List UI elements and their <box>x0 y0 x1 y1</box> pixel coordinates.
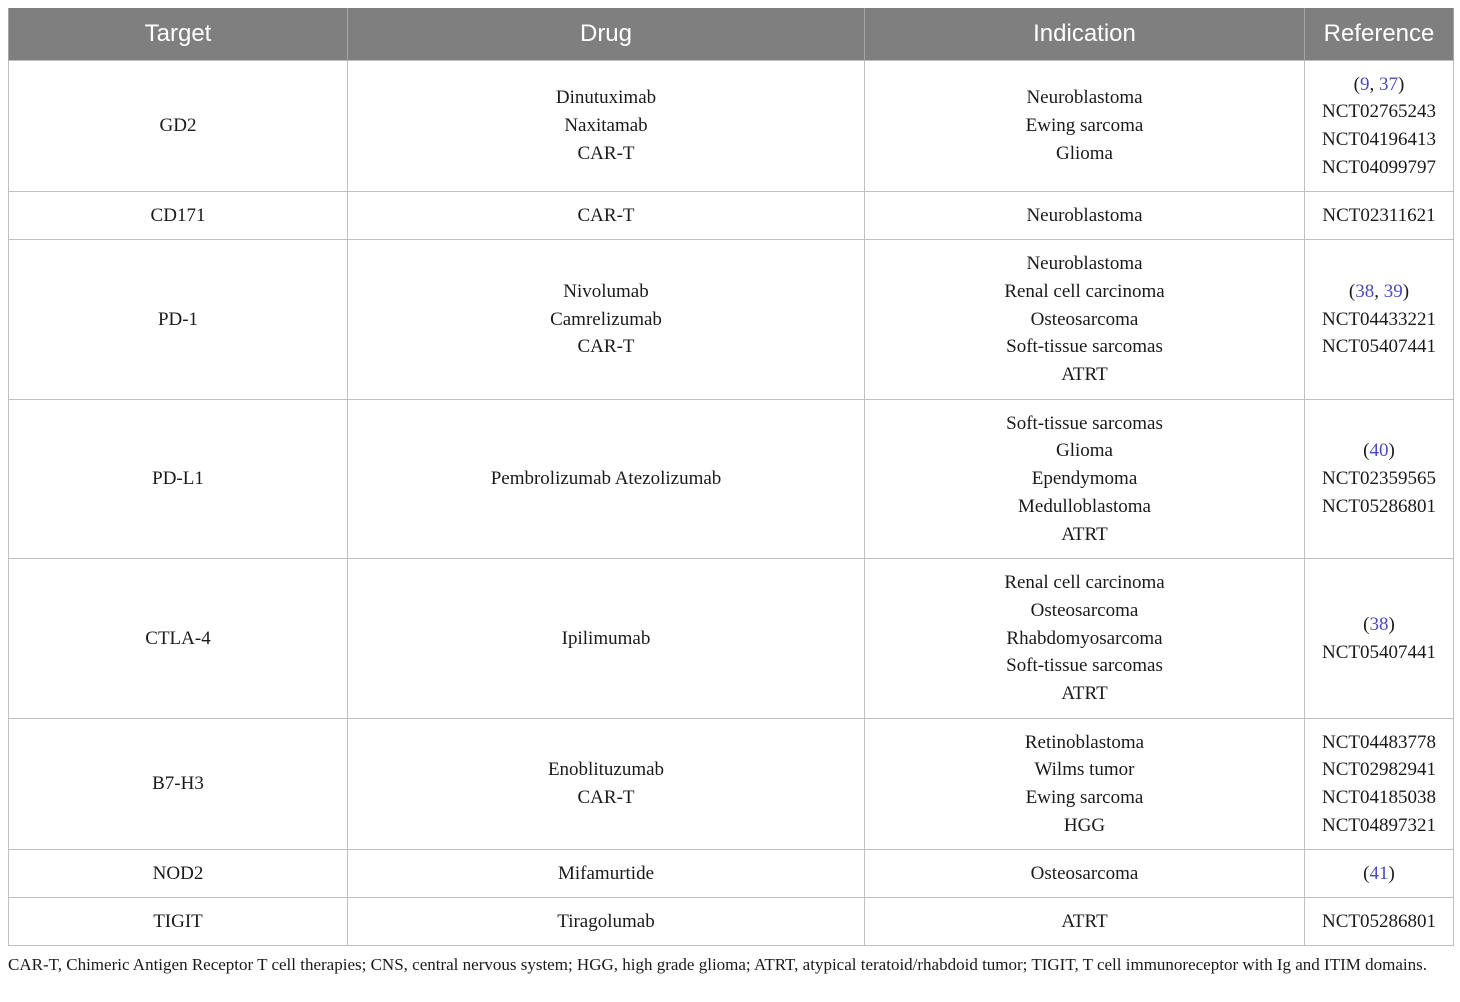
indication-name: ATRT <box>1061 910 1108 932</box>
indication-name: ATRT <box>1061 364 1108 386</box>
indication-name: Osteosarcoma <box>1030 862 1139 884</box>
header-row <box>9 8 1454 61</box>
drug-name: Ipilimumab <box>561 627 651 649</box>
table-row <box>9 192 1454 240</box>
trial-id: NCT04099797 <box>1322 156 1436 178</box>
indication-cell <box>865 850 1305 898</box>
indication-name: HGG <box>1063 814 1106 836</box>
trial-id: NCT04897321 <box>1322 814 1436 836</box>
table-row <box>9 400 1454 559</box>
reference-cell <box>1305 850 1454 898</box>
indication-name: Rhabdomyosarcoma <box>1006 627 1163 649</box>
indication-name: Neuroblastoma <box>1026 87 1143 109</box>
drug-name: Mifamurtide <box>557 862 655 884</box>
header-target: Target <box>9 8 348 61</box>
citation-group: (41) <box>1363 862 1395 884</box>
drug-cell <box>348 192 865 240</box>
table-body <box>9 61 1454 946</box>
target-cell <box>9 850 348 898</box>
indication-cell <box>865 559 1305 719</box>
trial-id: NCT04196413 <box>1322 129 1436 150</box>
drug-name: CAR-T <box>577 204 635 226</box>
header-indication: Indication <box>865 8 1305 61</box>
reference-cell <box>1305 898 1454 946</box>
indication-name: Wilms tumor <box>1034 759 1135 781</box>
drug-name: Enoblituzumab <box>547 759 665 781</box>
target-cell <box>9 61 348 192</box>
indication-cell <box>865 400 1305 559</box>
drug-name: Tiragolumab <box>557 910 655 932</box>
drug-name: Naxitamab <box>564 115 648 137</box>
trial-id: NCT04483778 <box>1322 731 1436 753</box>
indication-cell <box>865 192 1305 240</box>
trial-id: NCT02982941 <box>1322 759 1436 781</box>
reference-cell <box>1305 61 1454 192</box>
indication-cell <box>865 61 1305 192</box>
reference-cell <box>1305 400 1454 559</box>
drug-cell <box>348 559 865 719</box>
document-page <box>8 8 1453 978</box>
target-name: CTLA-4 <box>145 627 211 649</box>
target-cell <box>9 240 348 400</box>
target-cell <box>9 400 348 559</box>
indication-name: Medulloblastoma <box>1018 495 1151 517</box>
indication-name: Soft-tissue sarcomas <box>1006 412 1163 434</box>
indication-name: Ewing sarcoma <box>1025 787 1144 808</box>
indication-name: Neuroblastoma <box>1026 204 1143 226</box>
trial-id: NCT02311621 <box>1322 204 1436 226</box>
drug-cell <box>348 850 865 898</box>
indication-name: Renal cell carcinoma <box>1004 280 1165 302</box>
indication-cell <box>865 240 1305 400</box>
target-name: GD2 <box>159 115 197 137</box>
drug-name: Pembrolizumab Atezolizumab <box>490 468 722 490</box>
table-row <box>9 719 1454 850</box>
target-name: PD-1 <box>157 308 199 330</box>
table-row <box>9 850 1454 898</box>
citation-group: (38) <box>1363 613 1395 635</box>
target-cell <box>9 559 348 719</box>
drug-cell <box>348 400 865 559</box>
table-header <box>9 8 1454 61</box>
drug-name: Dinutuximab <box>555 87 657 109</box>
citation-link[interactable]: 40 <box>1369 440 1389 462</box>
target-name: TIGIT <box>153 910 203 932</box>
immunotherapy-targets-table <box>8 8 1454 946</box>
reference-cell <box>1305 559 1454 719</box>
indication-name: Glioma <box>1056 142 1113 164</box>
citation-link[interactable]: 38 <box>1355 280 1375 302</box>
reference-cell <box>1305 192 1454 240</box>
trial-id: NCT02359565 <box>1322 468 1436 490</box>
trial-id: NCT04185038 <box>1322 787 1436 808</box>
target-cell <box>9 898 348 946</box>
citation-group: (38, 39) <box>1348 280 1410 302</box>
drug-cell <box>348 240 865 400</box>
trial-id: NCT05407441 <box>1322 336 1436 358</box>
indication-name: Ewing sarcoma <box>1025 115 1144 137</box>
citation-link[interactable]: 37 <box>1379 73 1398 95</box>
target-name: CD171 <box>150 204 206 226</box>
indication-cell <box>865 898 1305 946</box>
citation-link[interactable]: 38 <box>1369 613 1389 635</box>
trial-id: NCT05286801 <box>1322 910 1436 932</box>
target-name: NOD2 <box>152 862 204 884</box>
indication-name: Soft-tissue sarcomas <box>1006 655 1163 677</box>
indication-name: ATRT <box>1061 683 1108 705</box>
indication-name: Osteosarcoma <box>1030 308 1139 330</box>
indication-cell <box>865 719 1305 850</box>
indication-name: Retinoblastoma <box>1024 731 1145 753</box>
drug-name: CAR-T <box>577 787 635 808</box>
header-reference: Reference <box>1305 8 1454 61</box>
citation-link[interactable]: 41 <box>1369 862 1389 884</box>
target-name: PD-L1 <box>152 468 204 490</box>
trial-id: NCT02765243 <box>1322 101 1436 123</box>
drug-name: CAR-T <box>577 336 635 358</box>
indication-name: Ependymoma <box>1031 468 1138 490</box>
indication-name: Osteosarcoma <box>1030 599 1139 621</box>
target-cell <box>9 719 348 850</box>
table-row <box>9 559 1454 719</box>
trial-id: NCT05286801 <box>1322 495 1436 517</box>
indication-name: Glioma <box>1056 440 1113 462</box>
table-row <box>9 898 1454 946</box>
table-row <box>9 61 1454 192</box>
trial-id: NCT04433221 <box>1322 308 1436 330</box>
reference-cell <box>1305 240 1454 400</box>
drug-cell <box>348 61 865 192</box>
citation-link[interactable]: 9 <box>1360 73 1370 95</box>
indication-name: Soft-tissue sarcomas <box>1006 336 1163 358</box>
citation-link[interactable]: 39 <box>1383 280 1403 302</box>
indication-name: Neuroblastoma <box>1026 253 1143 275</box>
drug-name: CAR-T <box>577 142 635 164</box>
drug-name: Camrelizumab <box>550 308 662 330</box>
target-name: B7-H3 <box>152 773 204 795</box>
header-drug: Drug <box>348 8 865 61</box>
table-footnote: CAR-T, Chimeric Antigen Receptor T cell therapies; CNS, central nervous system; HGG, high grade glioma; ATRT, atypical teratoid/rhabdoid tumor; TIGIT, T cell immunoreceptor with Ig and ITIM domains. <box>8 955 1427 974</box>
target-cell <box>9 192 348 240</box>
table-row <box>9 240 1454 400</box>
drug-name: Nivolumab <box>563 280 649 302</box>
reference-cell <box>1305 719 1454 850</box>
drug-cell <box>348 719 865 850</box>
citation-group: (9, 37) <box>1353 73 1405 95</box>
indication-name: Renal cell carcinoma <box>1004 572 1165 594</box>
indication-name: ATRT <box>1061 523 1108 545</box>
trial-id: NCT05407441 <box>1322 641 1436 663</box>
drug-cell <box>348 898 865 946</box>
citation-group: (40) <box>1363 440 1395 462</box>
